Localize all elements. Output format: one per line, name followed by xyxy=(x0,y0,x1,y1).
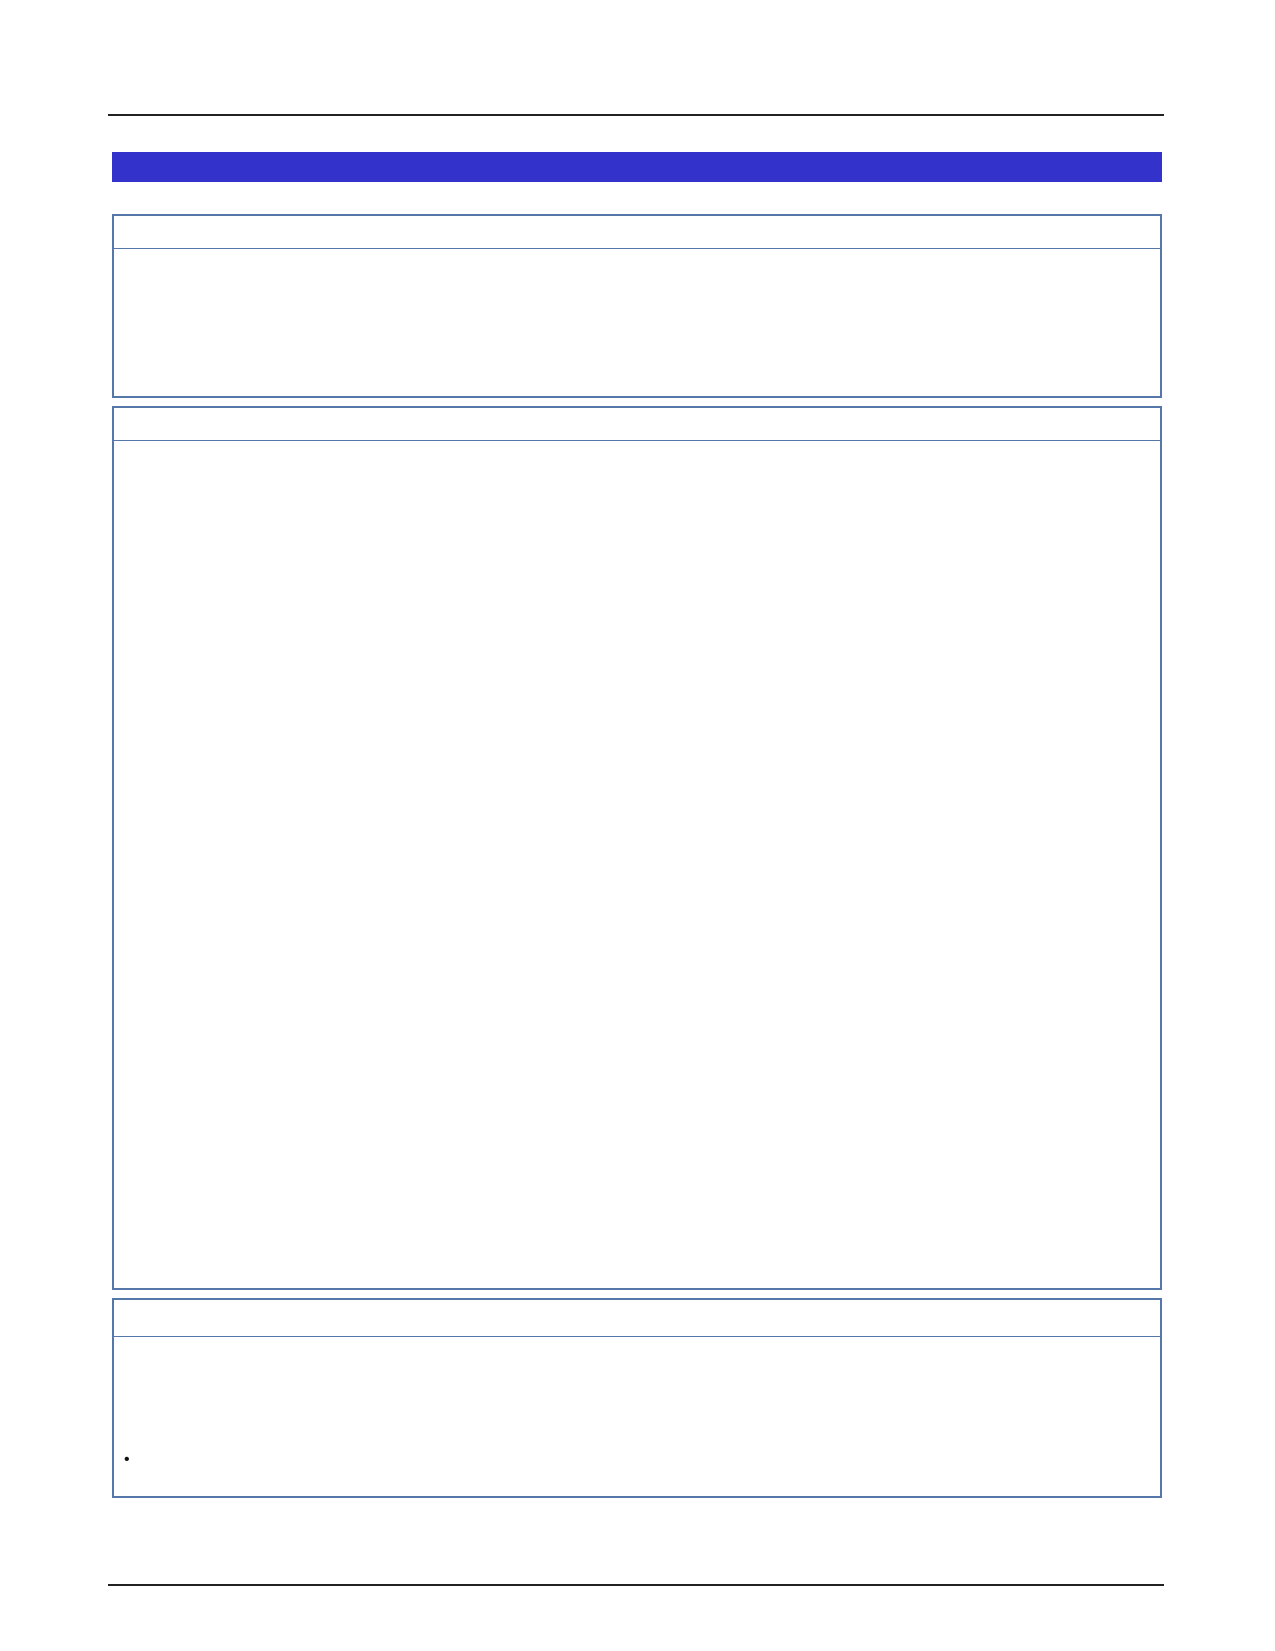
elements-divider xyxy=(114,440,1160,441)
competence-box xyxy=(112,214,1162,398)
activites-divider xyxy=(114,1336,1160,1337)
elements-box xyxy=(112,406,1162,1290)
activites-box xyxy=(112,1298,1162,1498)
footer-divider xyxy=(108,1584,1164,1586)
bullet-icon: • xyxy=(124,1451,130,1468)
title-bar xyxy=(112,152,1162,182)
competence-divider xyxy=(114,248,1160,249)
header-divider xyxy=(108,114,1164,116)
